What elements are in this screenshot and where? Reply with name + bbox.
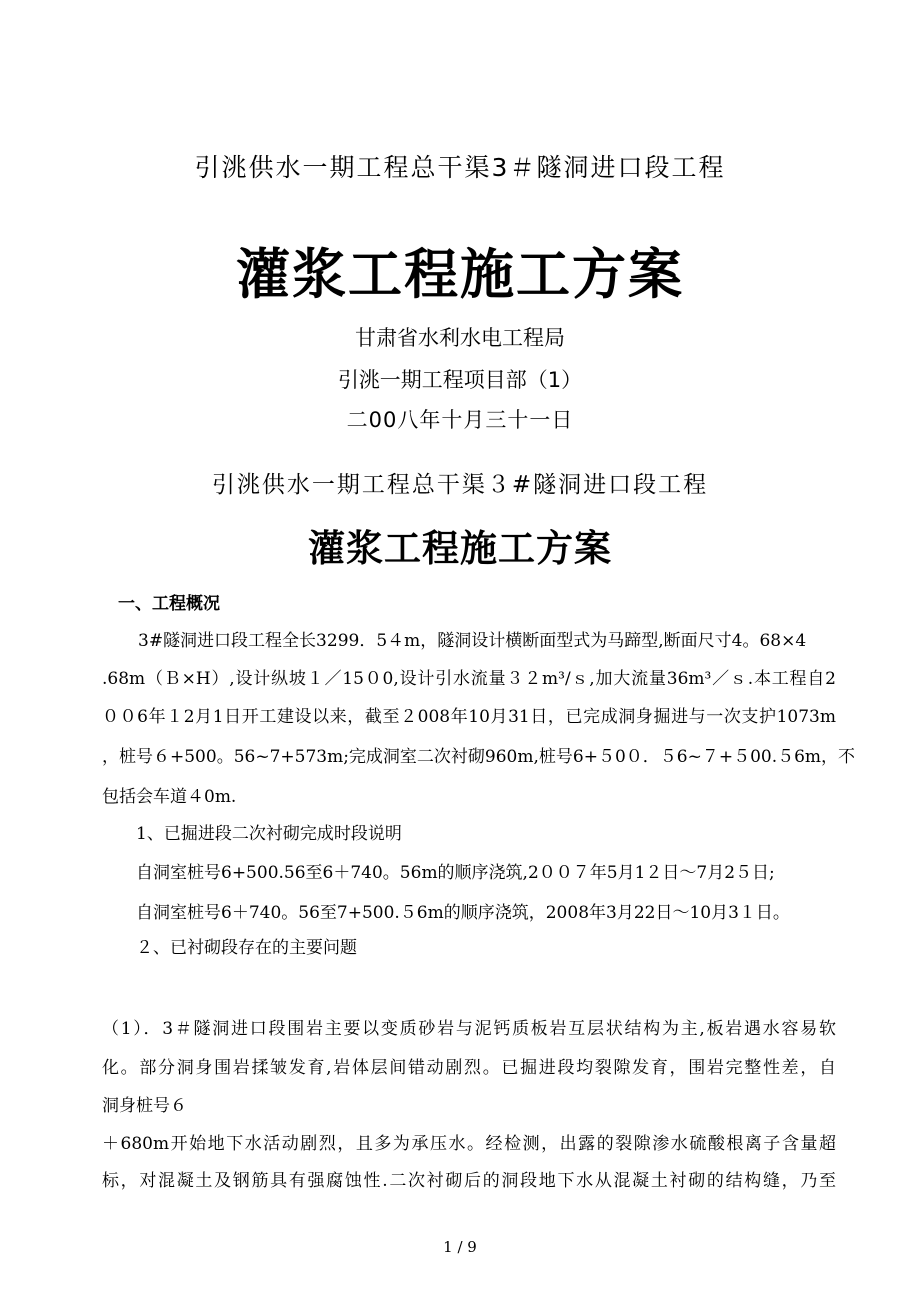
paragraph-line: .68m（Ｂ×H）,设计纵坡１／15０0,设计引水流量３２m³/ｓ,加大流量36m³／ｓ.本工程自2 [102, 669, 836, 689]
paragraph-line: 标，对混凝土及钢筋具有强腐蚀性.二次衬砌后的洞段地下水从混凝土衬砌的结构缝，乃至 [102, 1171, 836, 1191]
paragraph-line: 化。部分洞身围岩揉皱发育,岩体层间错动剧烈。已掘进段均裂隙发育，围岩完整性差，自 [102, 1058, 836, 1078]
paragraph-line: ，桩号６+500。56~7+573m;完成洞室二次衬砌960m,桩号6+５0０．５6~７+５00.５6m，不 [102, 747, 856, 767]
paragraph-line: 包括会车道４0m. [102, 787, 237, 807]
header-document-title: 灌浆工程施工方案 [308, 526, 612, 570]
cover-document-title: 灌浆工程施工方案 [236, 242, 684, 306]
paragraph-line: （1）．3＃隧洞进口段围岩主要以变质砂岩与泥钙质板岩互层状结构为主,板岩遇水容易软 [102, 1019, 836, 1039]
paragraph-line: ＋680m开始地下水活动剧烈，且多为承压水。经检测，出露的裂隙渗水硫酸根离子含量超 [102, 1134, 836, 1154]
paragraph-line: 洞身桩号６ [102, 1096, 187, 1116]
section-heading: 一、工程概况 [118, 594, 220, 614]
page-indicator: 1 / 9 [443, 1238, 477, 1256]
cover-organization: 甘肃省水利水电工程局 [355, 326, 565, 350]
cover-project-title: 引洮供水一期工程总干渠3＃隧洞进口段工程 [194, 153, 726, 182]
subsection-heading: 1、已掘进段二次衬砌完成时段说明 [136, 824, 402, 844]
subsection-heading: ２、已衬砌段存在的主要问题 [136, 938, 357, 958]
paragraph-line: ００6年１2月1日开工建设以来，截至２008年10月31日，已完成洞身掘进与一次支护1073m [102, 707, 836, 727]
paragraph-line: 自洞室桩号6＋740。56至7+500.５6m的顺序浇筑，2008年3月22日～10月3１日。 [136, 903, 790, 923]
header-project-title: 引洮供水一期工程总干渠３#隧洞进口段工程 [211, 472, 709, 498]
cover-date: 二00八年十月三十一日 [346, 408, 574, 432]
cover-department: 引洮一期工程项目部（1） [337, 368, 583, 392]
paragraph-line: 3#隧洞进口段工程全长3299．5４m，隧洞设计横断面型式为马蹄型,断面尺寸4。68×4 [138, 631, 807, 651]
paragraph-line: 自洞室桩号6+500.56至6＋740。56m的顺序浇筑,2００７年5月1２日～7月2５日; [136, 863, 775, 883]
